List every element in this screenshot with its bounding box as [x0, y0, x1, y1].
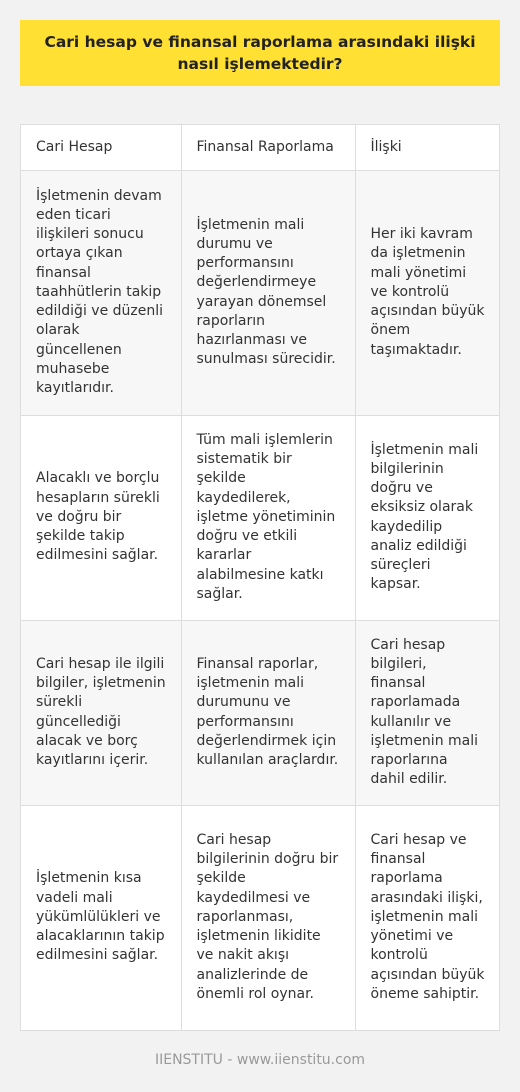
table-row [21, 620, 499, 805]
title-banner [20, 20, 500, 86]
cell-finansal-raporlama: Finansal raporlar, işletmenin mali durumunu ve performansını değerlendirmek için kullanılan araçlardır. [181, 620, 355, 805]
comparison-table [20, 124, 500, 1031]
header-finansal-raporlama: Finansal Raporlama [181, 125, 355, 170]
cell-iliski: Her iki kavram da işletmenin mali yönetimi ve kontrolü açısından büyük önem taşımaktadır. [355, 170, 499, 415]
header-cari-hesap: Cari Hesap [36, 138, 113, 155]
cell-cari-hesap: Cari hesap ile ilgili bilgiler, işletmenin sürekli güncellediği alacak ve borç kayıtlarını içerir. [36, 655, 166, 768]
page-title: Cari hesap ve finansal raporlama arasındaki ilişki nasıl işlemektedir? [44, 33, 476, 73]
table-row [21, 415, 499, 620]
header-iliski: İlişki [355, 125, 499, 170]
table-row [21, 170, 499, 415]
cell-finansal-raporlama: Cari hesap bilgilerinin doğru bir şekilde kaydedilmesi ve raporlanması, işletmenin likidite ve nakit akışı analizlerinde de önemli rol oynar. [181, 805, 355, 1030]
cell-iliski: Cari hesap ve finansal raporlama arasındaki ilişki, işletmenin mali yönetimi ve kontrolü açısından büyük öneme sahiptir. [355, 805, 499, 1030]
cell-cari-hesap: İşletmenin devam eden ticari ilişkileri sonucu ortaya çıkan finansal taahhütlerin takip edildiği ve düzenli olarak güncellenen muhasebe kayıtlarıdır. [36, 187, 164, 396]
cell-iliski: İşletmenin mali bilgilerinin doğru ve eksiksiz olarak kaydedilip analiz edildiği süreçleri kapsar. [355, 415, 499, 620]
cell-finansal-raporlama: İşletmenin mali durumu ve performansını değerlendirmeye yarayan dönemsel raporların hazırlanması ve sunulması sürecidir. [181, 170, 355, 415]
cell-iliski: Cari hesap bilgileri, finansal raporlamada kullanılır ve işletmenin mali raporlarına dahil edilir. [355, 620, 499, 805]
footer-source: IIENSTITU - www.iienstitu.com [154, 1052, 366, 1068]
cell-cari-hesap: Alacaklı ve borçlu hesapların sürekli ve doğru bir şekilde takip edilmesini sağlar. [36, 470, 160, 564]
cell-finansal-raporlama: Tüm mali işlemlerin sistematik bir şekilde kaydedilerek, işletme yönetiminin doğru ve etkili kararlar alabilmesine katkı sağlar. [181, 415, 355, 620]
cell-cari-hesap: İşletmenin kısa vadeli mali yükümlülükleri ve alacaklarının takip edilmesini sağlar. [36, 870, 165, 964]
table-header-row [21, 125, 499, 170]
table-row [21, 805, 499, 1030]
